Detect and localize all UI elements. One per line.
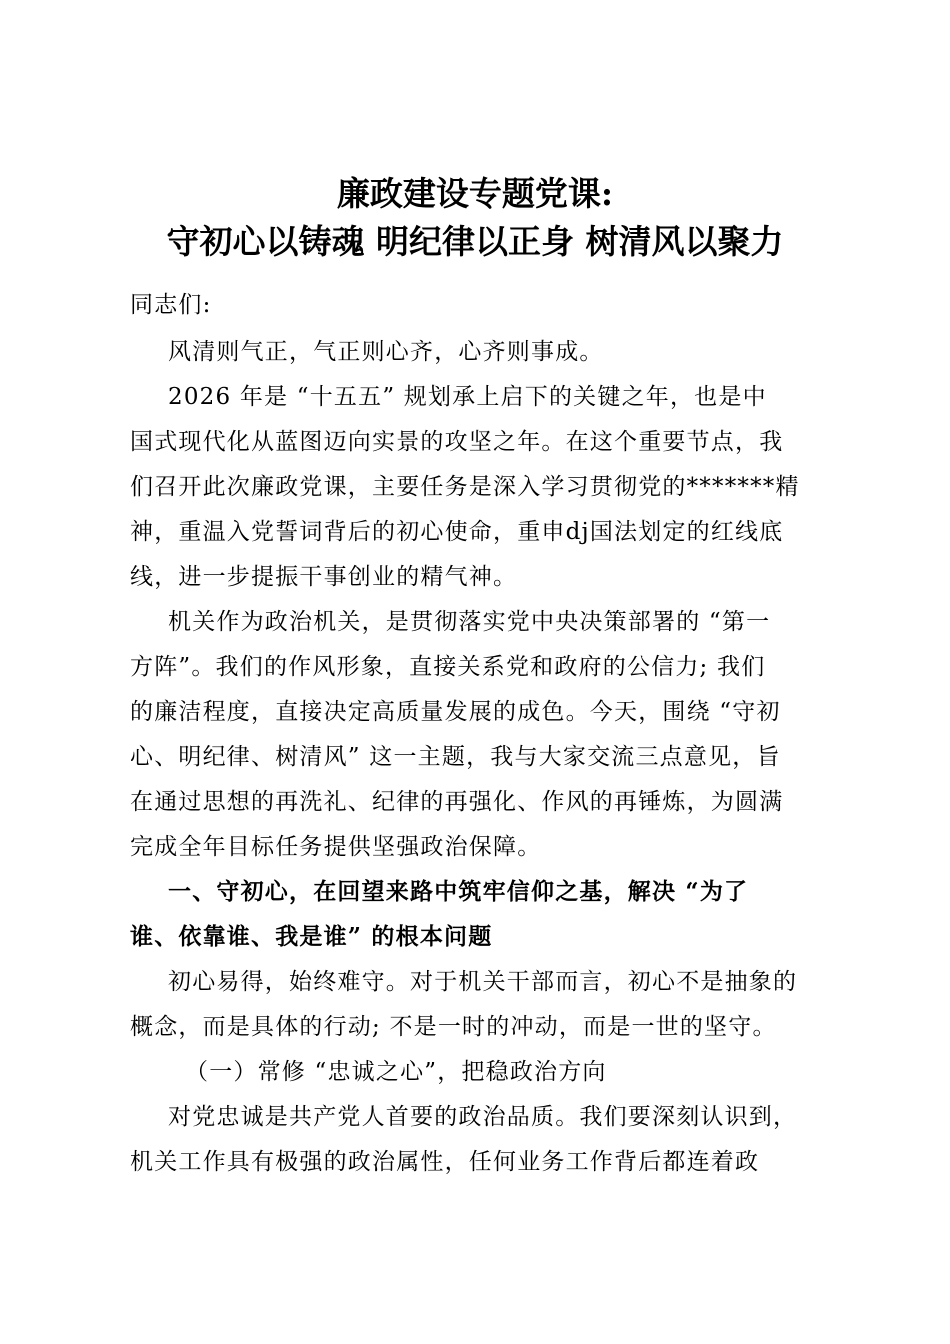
paragraph-line: 们召开此次廉政党课，主要任务是深入学习贯彻党的*******精 [130,474,800,500]
paragraph-line: 机关作为政治机关，是贯彻落实党中央决策部署的 “第一 [168,609,771,635]
subsection-heading: （一）常修 “忠诚之心”，把稳政治方向 [185,1059,607,1085]
document-title-line-1: 廉政建设专题党课: [336,174,614,213]
paragraph-line: 初心易得，始终难守。对于机关干部而言，初心不是抽象的 [168,969,798,995]
paragraph-line: 2026 年是 “十五五” 规划承上启下的关键之年，也是中 [168,384,767,410]
paragraph-line: 线，进一步提振干事创业的精气神。 [130,564,518,590]
paragraph-line: 机关工作具有极强的政治属性，任何业务工作背后都连着政 [130,1149,760,1175]
paragraph-line: 国式现代化从蓝图迈向实景的攻坚之年。在这个重要节点，我 [130,429,784,455]
salutation: 同志们: [130,292,212,318]
paragraph-line: 概念，而是具体的行动; 不是一时的冲动，而是一世的坚守。 [130,1014,777,1040]
paragraph-line: 风清则气正，气正则心齐，心齐则事成。 [168,339,604,365]
section-heading-line: 谁、依靠谁、我是谁” 的根本问题 [130,923,493,950]
paragraph-line: 神，重温入党誓词背后的初心使命，重申dj国法划定的红线底 [130,519,784,545]
paragraph-line: 对党忠诚是共产党人首要的政治品质。我们要深刻认识到， [168,1104,798,1130]
document-title-line-2: 守初心以铸魂 明纪律以正身 树清风以聚力 [166,222,784,261]
paragraph-line: 方阵”。我们的作风形象，直接关系党和政府的公信力; 我们 [130,654,766,680]
paragraph-line: 在通过思想的再洗礼、纪律的再强化、作风的再锤炼，为圆满 [130,789,784,815]
section-heading-line: 一、守初心，在回望来路中筑牢信仰之基，解决 “为了 [168,878,749,905]
paragraph-line: 完成全年目标任务提供坚强政治保障。 [130,834,542,860]
paragraph-line: 心、明纪律、树清风” 这一主题，我与大家交流三点意见，旨 [130,744,781,770]
paragraph-line: 的廉洁程度，直接决定高质量发展的成色。今天，围绕 “守初 [130,699,781,725]
